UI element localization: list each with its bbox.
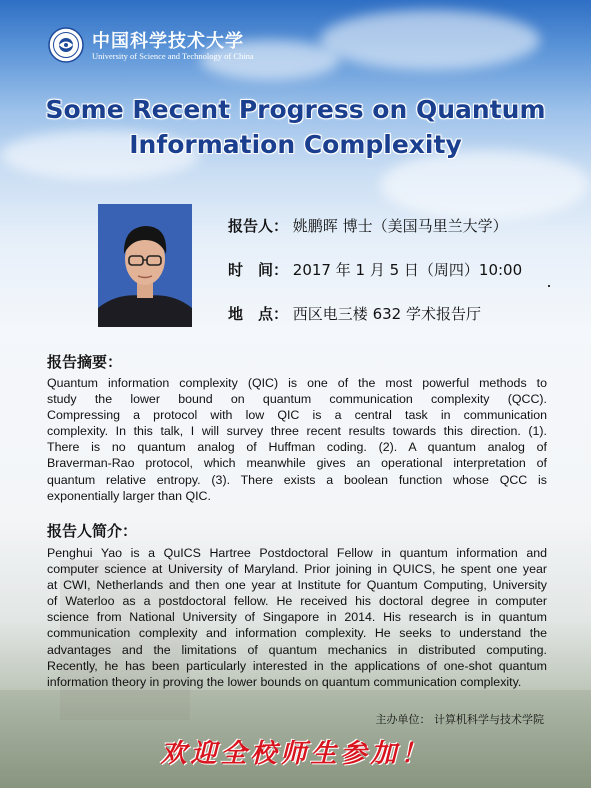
time-label: 时 间： [228,261,289,279]
abstract-line: Quantum information complexity (QIC) is one of the most powerful methods to [47,376,547,390]
abstract-line: quantum relative entropy. (3). There exists a boolean function whose QCC is [47,472,547,487]
talk-title [0,92,591,162]
speaker-row [228,215,508,236]
speaker-photo [98,204,192,327]
abstract-line: Braverman-Rao protocol, which meanwhile gives an operational interpretation of [47,456,547,471]
bio-line: at CWI, Netherlands and then one year at Institute for Quantum Computing, University [47,578,547,593]
abstract-text [47,375,547,504]
abstract-line: exponentially larger than QIC. [47,488,211,503]
time-value: 2017 年 1 月 5 日（周四）10:00 [292,261,523,279]
bio-line: of Waterloo as a postdoctoral fellow. He received his doctoral degree in computer [47,594,547,609]
university-name-cn: 中国科学技术大学 [92,31,244,52]
bio-text [47,545,547,690]
bio-line: computer science at University of Maryland. Prior joining in QUICS, he spent one year [47,562,547,577]
talk-title-line: Information Complexity [129,130,462,159]
abstract-heading: 报告摘要： [47,353,123,371]
bio-line: Penghui Yao is a QuICS Hartree Postdoctoral Fellow in quantum information and [47,546,547,560]
bio-heading: 报告人简介： [47,522,138,540]
stray-dot [548,285,550,287]
abstract-line: Compressing a protocol with low QIC is a central task in communication [47,408,547,423]
speaker-portrait-image [98,204,192,327]
abstract-line: study the lower bound on quantum communication complexity (QCC). [47,392,547,407]
bio-line: communication complexity and information complexity. He seeks to understand the [47,626,547,641]
time-row [228,259,522,280]
speaker-value: 姚鹏晖 博士（美国马里兰大学） [292,217,508,235]
abstract-line: There is no quantum analog of Huffman coding. (2). A quantum analog of [47,440,547,455]
location-row [228,303,481,324]
organizer: 主办单位： 计算机科学与技术学院 [375,713,544,726]
talk-title-line: Some Recent Progress on Quantum [45,95,546,124]
university-seal-icon [48,27,84,63]
bio-line: science from National University of Singapore in 2014. His research is in quantum [47,610,547,625]
bio-line: Recently, he has been particularly interested in the applications of one-shot quantum [47,658,547,673]
location-value: 西区电三楼 632 学术报告厅 [292,305,481,323]
abstract-line: complexity. In this talk, I will survey three recent results towards this direction. (1). [47,424,547,439]
location-label: 地 点： [228,305,289,323]
speaker-label: 报告人： [228,217,289,235]
university-logo [48,27,308,67]
bio-line: advantages and the limitations of quantum mechanics in distributed computing. [47,642,547,657]
bio-line: information theory in proving the lower bounds on quantum communication complexity. [47,674,522,689]
cloud-decoration [320,10,540,70]
welcome-banner: 欢迎全校师生参加！ [160,739,431,769]
university-name-en: University of Science and Technology of China [92,51,254,61]
